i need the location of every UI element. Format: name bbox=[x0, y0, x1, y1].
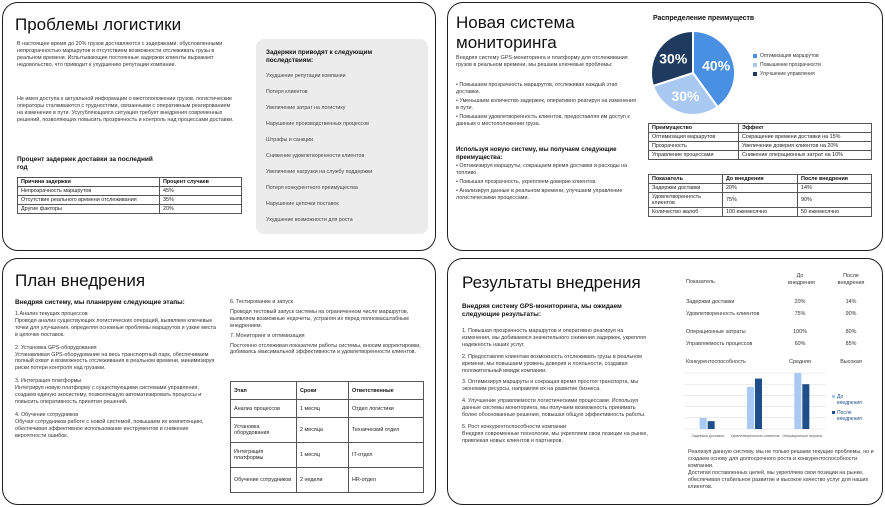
panel-title: Задержки приводят к следующим последствиям: bbox=[266, 49, 373, 64]
step-heading: 3. Интеграция платформы bbox=[15, 378, 82, 385]
table-cell: Задержки доставки bbox=[649, 184, 723, 193]
metrics-cell: 75% bbox=[794, 311, 806, 317]
table-cell: Отдел логистики bbox=[349, 400, 424, 418]
metrics-header: Показатель bbox=[686, 279, 715, 285]
conclusion-text: Реализуя данную систему, мы не только решаем текущие проблемы, но и создаем основу для долгосрочного роста и конкурентоспособности компании. Достигая поставленных целей, мы укрепляем свои позиции на рынке, обеспечивая стабильное развитие и высокое качество услуг для наших клиентов. bbox=[688, 449, 874, 490]
metrics-row bbox=[686, 359, 876, 369]
bar bbox=[802, 384, 809, 429]
table-cell: Технический отдел bbox=[349, 418, 424, 443]
metrics-row bbox=[686, 329, 876, 339]
x-tick-label: Операционные затраты bbox=[782, 434, 823, 438]
legend-swatch bbox=[753, 54, 757, 58]
table-header: Процент случаев bbox=[160, 178, 242, 187]
consequences-panel bbox=[256, 39, 428, 234]
table-cell: Удовлетворенность клиентов bbox=[649, 193, 723, 208]
legend-swatch bbox=[753, 72, 757, 76]
metrics-cell: Высокая bbox=[840, 359, 862, 365]
table-header: Ответственные bbox=[349, 382, 424, 400]
benefits-list bbox=[456, 82, 638, 127]
bar bbox=[700, 418, 707, 429]
table-cell: 2 месяца bbox=[297, 418, 349, 443]
list-item: 1. Повышая прозрачность маршрутов и оперативно реагируя на изменения, мы добиваемся значительного снижения задержек, укрепляя надежность наших услуг. bbox=[462, 328, 646, 348]
metrics-cell: Операционные затраты bbox=[686, 329, 746, 335]
table-cell: 35% bbox=[160, 196, 242, 205]
table-cell: Количество жалоб bbox=[649, 208, 723, 217]
table-cell: 20% bbox=[160, 205, 242, 214]
intro-paragraph: В настоящее время до 20% грузов доставляются с задержками, обусловленными непрозрачностью маршрутов и отсутствием возможности отслеживать грузы в реальном времени. Испытывающие постоянные задержки клиенты выражают недовольство, что приводит к ухудшению репутации компании. bbox=[17, 41, 223, 68]
bar bbox=[794, 373, 801, 429]
step-text: Проводя анализ существующих логистических операций, выявляем ключевые точки для улучшения, определяя основные проблемы маршрутов и узкие места в цепочке поставок. bbox=[15, 317, 216, 338]
list-item: Штрафы и санкции bbox=[266, 137, 314, 143]
table-cell: 100 ежемесячно bbox=[723, 208, 798, 217]
table-cell: 50 ежемесячно bbox=[798, 208, 872, 217]
advantages-list bbox=[456, 163, 636, 202]
list-item: Нарушение цепочки поставок bbox=[266, 201, 339, 207]
table-cell: Оптимизация маршрутов bbox=[649, 133, 739, 142]
pie-slice-label: 30% bbox=[659, 50, 688, 67]
table-cell: HR-отдел bbox=[349, 468, 424, 493]
table-cell: Увеличение доверия клиентов на 20% bbox=[739, 142, 872, 151]
list-item: 2. Предоставляя клиентам возможность отслеживать грузы в реальном времени, мы повышаем уровень доверия и лояльности, создавая положительный имидж компании. bbox=[462, 353, 642, 374]
list-item: Снижение удовлетворенности клиентов bbox=[266, 153, 365, 159]
metrics-cell: Удовлетворенность клиентов bbox=[686, 311, 760, 317]
pie-slice-label: 30% bbox=[671, 88, 700, 105]
list-item: Потеря клиентов bbox=[266, 89, 308, 95]
slide-title: Результаты внедрения bbox=[462, 273, 641, 292]
step-text: Постоянно отслеживая показатели работы системы, вносим корректировки, добиваясь максимальной эффективности и удовлетворенности клиентов. bbox=[230, 342, 421, 356]
slide-implementation-plan bbox=[2, 258, 436, 505]
step-text: Устанавливая GPS-оборудование на весь транспортный парк, обеспечиваем полный охват и возможность отслеживания в реальном времени, минимизируя риски потери контроля над грузами. bbox=[15, 351, 215, 372]
step-heading: 4. Обучение сотрудников bbox=[15, 411, 79, 418]
table-cell: Прозрачность bbox=[649, 142, 739, 151]
legend-label: Оптимизация маршрутов bbox=[760, 53, 819, 59]
table-cell: 90% bbox=[798, 193, 872, 208]
metrics-header: До внедрения bbox=[788, 273, 815, 286]
table-cell: Анализ процессов bbox=[231, 400, 297, 418]
list-item: Нарушение производственных процессов bbox=[266, 121, 369, 127]
metrics-cell: Конкурентоспособность bbox=[686, 359, 746, 365]
results-bar-chart bbox=[676, 369, 876, 445]
list-item: • Повышаем удовлетворенность клиентов, предоставляя им доступ к данным о местоположении груза. bbox=[456, 113, 630, 127]
metrics-cell: 60% bbox=[794, 341, 806, 347]
plan-steps-right bbox=[230, 299, 426, 356]
list-item: Ухудшение репутации компании bbox=[266, 73, 346, 79]
metrics-cell: 80% bbox=[845, 329, 857, 335]
table-header: До внедрения bbox=[723, 175, 798, 184]
legend-label: Повышение прозрачности bbox=[760, 62, 821, 68]
step-heading: 6. Тестирование и запуск bbox=[230, 299, 294, 305]
intro-paragraph-2: Не имея доступа к актуальной информации о местоположении грузов, логистические операторы сталкиваются с трудностями, связанными с оперативным реагированием на изменения в пути. Усугубляющаяся ситуация требует внедрения современных решений, позволяющих повысить прозрачность и контроль над процессами доставки. bbox=[17, 96, 234, 123]
timeline-table bbox=[230, 381, 424, 493]
legend-label: После внедрения bbox=[837, 410, 862, 422]
metrics-rows bbox=[686, 299, 876, 369]
table-header: Показатель bbox=[649, 175, 723, 184]
legend-label: До внедрения bbox=[837, 394, 862, 406]
table-cell: Другие факторы bbox=[18, 205, 160, 214]
table-header: После внедрения bbox=[798, 175, 872, 184]
metrics-cell: 85% bbox=[845, 341, 857, 347]
list-item: • Уменьшаем количество задержек, оперативно реагируя на изменения в пути. bbox=[456, 97, 636, 111]
step-heading: 1.Анализ текущих процессов bbox=[15, 311, 88, 317]
table-cell: 2 недели bbox=[297, 468, 349, 493]
metrics-table bbox=[648, 174, 872, 217]
bar bbox=[747, 387, 754, 429]
table-cell: Сокращение времени доставки на 15% bbox=[739, 133, 872, 142]
table-cell: 14% bbox=[798, 184, 872, 193]
table-cell: Отсутствие реального времени отслеживания bbox=[18, 196, 160, 205]
step-heading: 7. Мониторинг и оптимизация bbox=[230, 332, 305, 339]
legend-swatch bbox=[832, 411, 835, 414]
table-header: Эффект bbox=[739, 124, 872, 133]
legend-item bbox=[753, 71, 823, 77]
metrics-cell: 100% bbox=[793, 329, 807, 335]
metrics-row bbox=[686, 311, 876, 327]
table-cell: Снижение операционных затрат на 10% bbox=[739, 151, 872, 160]
table-header: Преимущество bbox=[649, 124, 739, 133]
slide-title: План внедрения bbox=[15, 271, 146, 290]
list-item: 5. Рост конкурентоспособности компании Внедряя современные технологии, мы укрепляем свои позиции на рынке, привлекая новых клиентов и партнеров. bbox=[462, 423, 649, 444]
metrics-cell: 90% bbox=[845, 311, 857, 317]
x-tick-label: Удовлетворенность клиентов bbox=[730, 434, 780, 438]
x-tick-label: Задержки доставки bbox=[691, 434, 724, 438]
table-cell: Обучение сотрудников bbox=[231, 468, 297, 493]
metrics-cell: Задержки доставки bbox=[686, 299, 735, 305]
table-cell: Установка оборудования bbox=[231, 418, 297, 443]
metrics-header: После внедрения bbox=[837, 273, 865, 286]
step-text: Проводя тестовый запуск системы на ограниченном числе маршрутов, выявляем возможные недочеты, устраняя их перед полномасштабным внедрением. bbox=[230, 308, 409, 329]
legend-swatch bbox=[753, 63, 757, 67]
pie-legend bbox=[753, 53, 823, 80]
list-item: • Оптимизируя маршруты, сокращаем время доставки и расходы на топливо. bbox=[456, 163, 628, 176]
list-item: 4. Улучшение управляемости логистическими процессами. Используя данные системы мониторинга, мы получаем возможность принимать более обоснованные решения, повышая общую эффективность работы. bbox=[462, 398, 646, 419]
plan-steps-left bbox=[15, 311, 220, 440]
table-cell: Интеграция платформы bbox=[231, 443, 297, 468]
benefits-pie-chart bbox=[646, 27, 740, 119]
list-item: Ухудшение возможности для роста bbox=[266, 217, 353, 223]
list-item: 3. Оптимизируя маршруты и сокращая время простоя транспорта, мы экономим ресурсы, направляя их на развитие бизнеса. bbox=[462, 379, 639, 393]
metrics-cell: Средняя bbox=[789, 359, 811, 365]
table-cell: 20% bbox=[723, 184, 798, 193]
metrics-cell: 14% bbox=[845, 299, 857, 305]
legend-item bbox=[753, 53, 823, 59]
table-header: Сроки bbox=[297, 382, 349, 400]
step-heading: 2. Установка GPS-оборудования bbox=[15, 344, 97, 351]
results-metrics bbox=[686, 273, 876, 371]
metrics-cell: Управляемость процессов bbox=[686, 341, 753, 347]
metrics-cell: 20% bbox=[794, 299, 806, 305]
advantages-title: Используя новую систему, мы получаем следующие преимущества: bbox=[456, 146, 617, 161]
results-list bbox=[462, 328, 652, 445]
results-lead: Внедряя систему GPS-мониторинга, мы ожидаем следующие результаты: bbox=[462, 303, 622, 319]
pie-slice-label: 40% bbox=[702, 57, 731, 74]
bar bbox=[755, 379, 762, 429]
legend-item bbox=[753, 62, 823, 68]
slide-title: Новая система мониторинга bbox=[456, 13, 575, 52]
slide-results bbox=[447, 258, 883, 505]
list-item: • Повышая прозрачность, укрепляем доверие клиентов. bbox=[456, 178, 597, 185]
metrics-header-row bbox=[686, 273, 876, 299]
table-header: Причина задержки bbox=[18, 178, 160, 187]
list-item: • Повышаем прозрачность маршрутов, отслеживая каждый этап доставки. bbox=[456, 82, 618, 95]
legend-label: Улучшение управления bbox=[760, 71, 815, 77]
metrics-row bbox=[686, 299, 876, 309]
table-cell: 1 месяц bbox=[297, 443, 349, 468]
table-cell: Непрозрачность маршрутов bbox=[18, 187, 160, 196]
table-title: Процент задержек доставки за последний год bbox=[17, 156, 153, 172]
plan-lead: Внедряя систему, мы планируем следующие этапы: bbox=[15, 299, 185, 306]
table-cell: 45% bbox=[160, 187, 242, 196]
list-item: Увеличение нагрузки на службу поддержки bbox=[266, 169, 373, 175]
list-item: Увеличение затрат на логистику bbox=[266, 105, 346, 111]
slide-new-monitoring-system bbox=[447, 2, 883, 251]
slide-title: Проблемы логистики bbox=[15, 15, 182, 34]
slide-logistics-problems bbox=[2, 2, 436, 251]
step-text: Интегрируя новую платформу с существующими системами управления, создаем единую экосистему, позволяющую автоматизировать процессы и повысить оперативность принятия решений. bbox=[15, 385, 202, 405]
table-cell: 1 месяц bbox=[297, 400, 349, 418]
pie-chart-title: Распределение преимуществ bbox=[653, 15, 755, 22]
metrics-row bbox=[686, 341, 876, 357]
step-text: Обучая сотрудников работе с новой системой, повышаем их компетенцию, обеспечивая эффективное использование инструментов и снижение вероятности ошибок. bbox=[15, 418, 204, 439]
intro-paragraph: Внедряя систему GPS-мониторинга и платформу для отслеживания грузов в реальном времени, мы решаем ключевые проблемы: bbox=[456, 55, 628, 68]
list-item: • Анализируя данные в реальном времени, улучшаем управление логистическими процессами. bbox=[456, 187, 623, 201]
list-item: Потеря конкурентного преимущества bbox=[266, 185, 358, 191]
table-cell: Управление процессами bbox=[649, 151, 739, 160]
table-cell: 75% bbox=[723, 193, 798, 208]
benefit-effect-table bbox=[648, 123, 872, 160]
legend-swatch bbox=[832, 395, 835, 398]
table-header: Этап bbox=[231, 382, 297, 400]
table-cell: IT-отдел bbox=[349, 443, 424, 468]
bar bbox=[708, 421, 715, 429]
delay-table bbox=[17, 177, 242, 214]
